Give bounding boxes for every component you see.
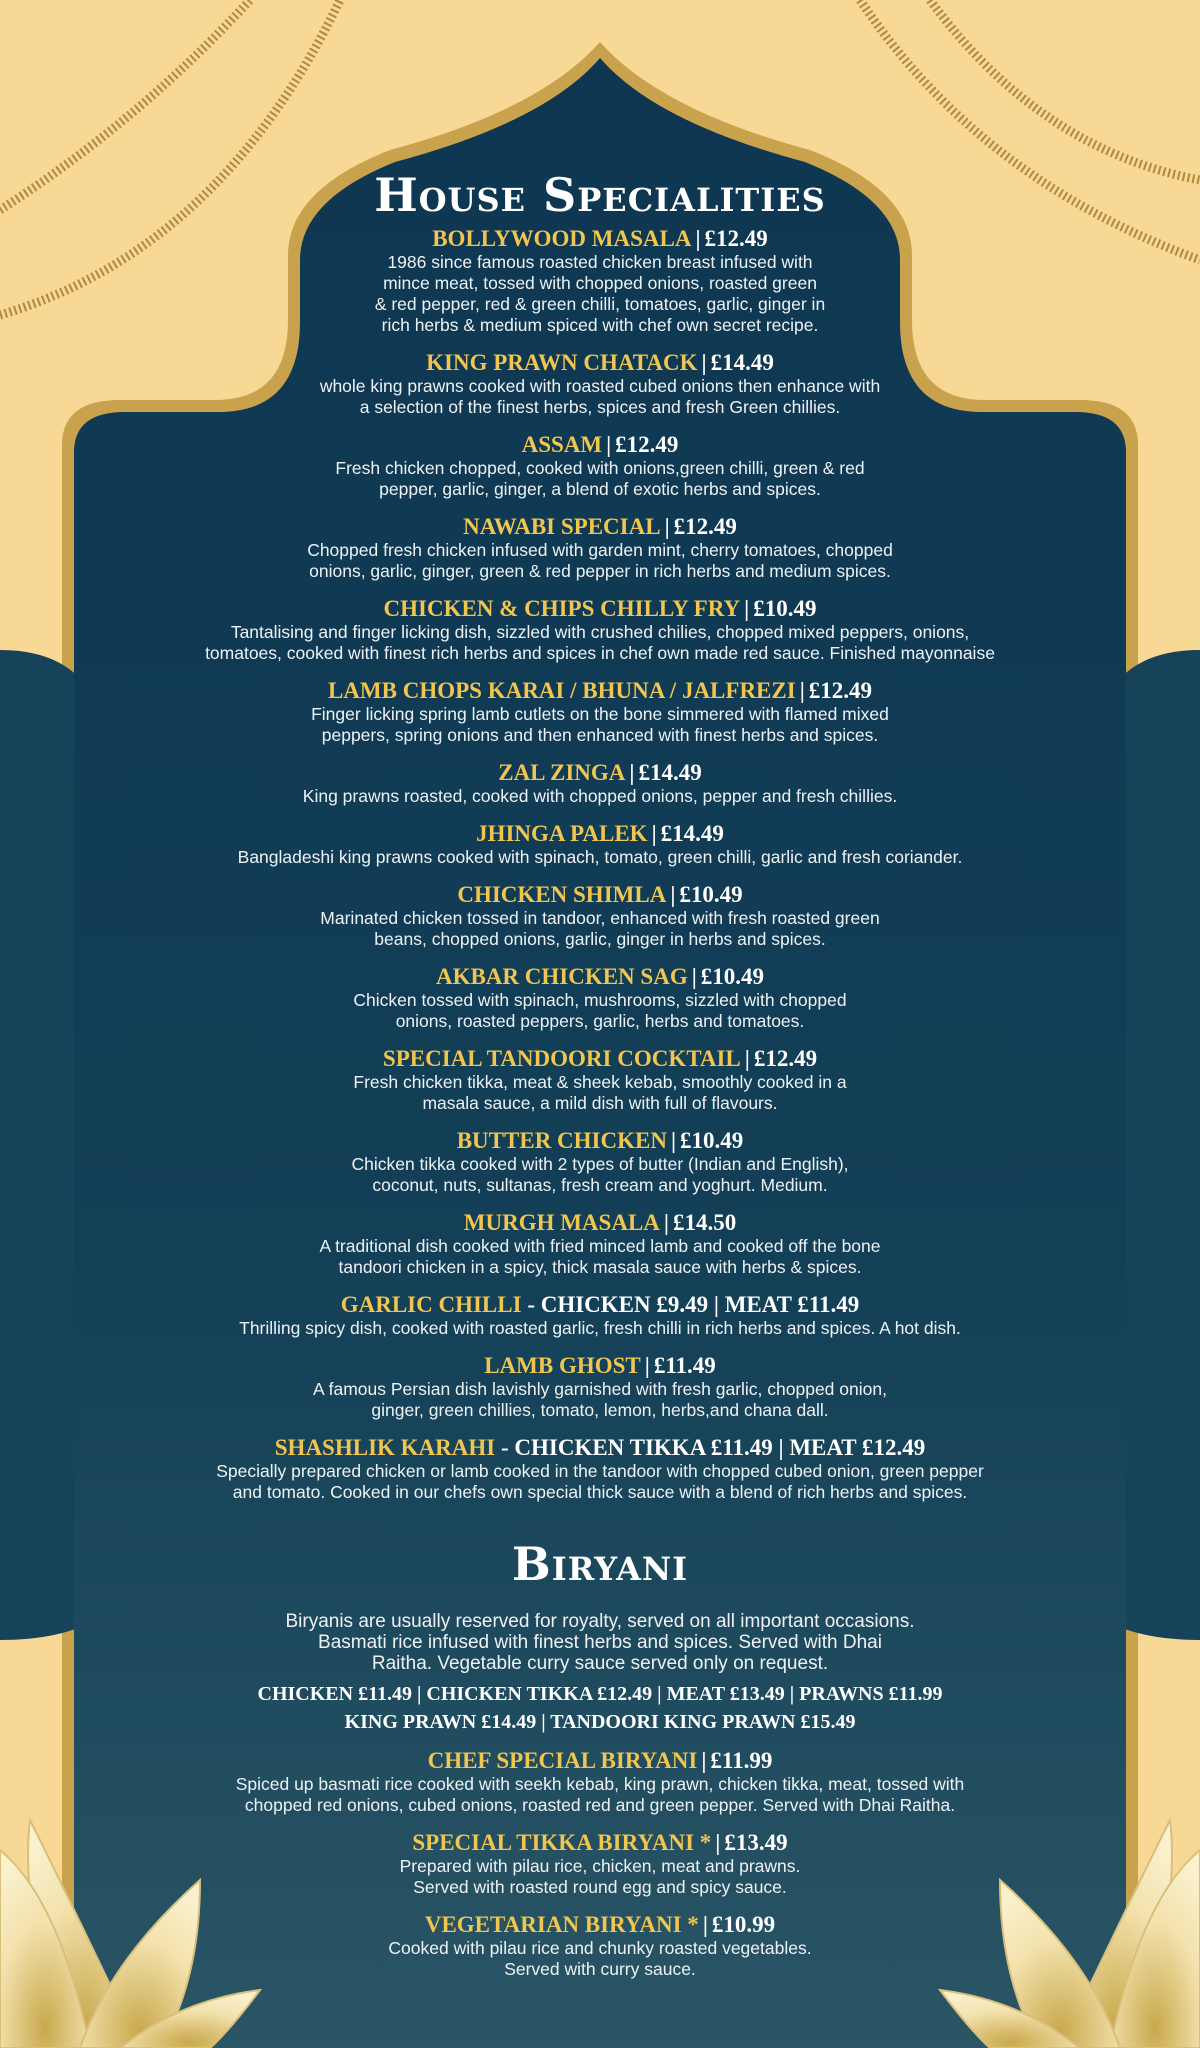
menu-item-heading [120,964,1080,990]
menu-item-description: Chicken tossed with spinach, mushrooms, sizzled with chopped [353,990,847,1010]
menu-item-price: £10.49 [680,1128,744,1153]
menu-item-heading [120,760,1080,786]
menu-item-heading [120,596,1080,622]
menu-item-heading [120,1210,1080,1236]
menu-item [120,350,1080,418]
menu-item-description: Fresh chicken tikka, meat & sheek kebab, smoothly cooked in a [353,1072,847,1092]
menu-item [120,1046,1080,1114]
menu-item-description: Prepared with pilau rice, chicken, meat and prawns. [399,1856,801,1876]
biryani-price-row: KING PRAWN £14.49 | TANDOORI KING PRAWN £15.49 [344,1711,856,1733]
menu-item [120,678,1080,746]
menu-item [120,1830,1080,1898]
menu-item-description: a selection of the finest herbs, spices and fresh Green chillies. [359,397,841,417]
menu-item-name: BOLLYWOOD MASALA [432,226,692,251]
menu-item-name: AKBAR CHICKEN SAG [435,964,688,989]
menu-item-description: A famous Persian dish lavishly garnished with fresh garlic, chopped onion, [313,1379,887,1399]
separator: | [606,432,612,457]
menu-item [120,1292,1080,1339]
menu-item-price: £12.49 [673,514,737,539]
menu-item-description: masala sauce, a mild dish with full of flavours. [422,1093,778,1113]
menu-item-heading [120,1292,1080,1318]
menu-item-description: ginger, green chillies, tomato, lemon, herbs,and chana dall. [371,1400,829,1420]
menu-item-name: GARLIC CHILLI [340,1292,522,1317]
biryani-list [120,1748,1080,1980]
menu-item-price: £10.49 [700,964,765,989]
menu-item-price: £11.99 [710,1748,773,1773]
biryani-title: Biryani [511,1537,689,1591]
biryani-price-rows [120,1680,1080,1736]
menu-item [120,1128,1080,1196]
menu-item-price: £14.50 [672,1210,737,1235]
menu-item-name: SHASHLIK KARAHI [274,1435,496,1460]
biryani-price-row: CHICKEN £11.49 | CHICKEN TIKKA £12.49 | MEAT £13.49 | PRAWNS £11.99 [257,1683,943,1705]
separator: | [702,1912,708,1937]
menu-item-heading [120,678,1080,704]
menu-item-description: tomatoes, cooked with finest rich herbs and spices in chef own made red sauce. Finished mayonnaise [205,643,995,663]
menu-item-description: mince meat, tossed with chopped onions, roasted green [383,273,817,293]
menu-item-price: £10.49 [679,882,743,907]
menu-item-name: JHINGA PALEK [476,821,648,846]
menu-item-description: rich herbs & medium spiced with chef own secret recipe. [381,315,819,335]
biryani-intro-line: Basmati rice infused with finest herbs and spices. Served with Dhai [318,1632,882,1653]
menu-item-name: NAWABI SPECIAL [463,514,661,539]
menu-item-name: BUTTER CHICKEN [456,1128,667,1153]
menu-item-heading [120,1830,1080,1856]
menu-item-price: - CHICKEN TIKKA £11.49 | MEAT £12.49 [500,1435,926,1460]
menu-item-description: Tantalising and finger licking dish, sizzled with crushed chilies, chopped mixed peppers, onions, [230,622,970,642]
menu-item [120,760,1080,807]
menu-item-price: £14.49 [638,760,702,785]
menu-item-description: peppers, spring onions and then enhanced with finest herbs and spices. [321,725,879,745]
separator: | [715,1830,721,1855]
menu-item-description: whole king prawns cooked with roasted cubed onions then enhance with [319,376,881,396]
menu-item-heading [120,1748,1080,1774]
menu-item-name: ZAL ZINGA [498,760,626,785]
menu-item-description: Fresh chicken chopped, cooked with onions,green chilli, green & red [335,458,865,478]
menu-item [120,821,1080,868]
separator: | [701,350,707,375]
menu-item-description: Served with roasted round egg and spicy sauce. [413,1877,787,1897]
separator: | [799,678,805,703]
menu-item [120,514,1080,582]
separator: | [691,964,697,989]
menu-item-description: Chicken tikka cooked with 2 types of butter (Indian and English), [351,1154,849,1174]
separator: | [744,1046,750,1071]
menu-item-name: SPECIAL TANDOORI COCKTAIL [382,1046,741,1071]
menu-item [120,1912,1080,1980]
separator: | [644,1353,650,1378]
menu-item [120,964,1080,1032]
menu-item [120,1210,1080,1278]
biryani-intro-line: Raitha. Vegetable curry sauce served only on request. [371,1653,829,1674]
menu-item-name: SPECIAL TIKKA BIRYANI * [412,1830,712,1855]
menu-item-price: - CHICKEN £9.49 | MEAT £11.49 [527,1292,860,1317]
menu-item-description: beans, chopped onions, garlic, ginger in herbs and spices. [374,929,826,949]
separator: | [670,882,676,907]
biryani-intro [220,1611,980,1674]
menu-item-description: Bangladeshi king prawns cooked with spinach, tomato, green chilli, garlic and fresh coriander. [237,847,963,867]
separator: | [670,1128,677,1153]
menu-item-heading [120,1046,1080,1072]
menu-item-name: CHICKEN SHIMLA [457,882,667,907]
menu-item-heading [120,1353,1080,1379]
menu-item-name: VEGETARIAN BIRYANI * [424,1912,699,1937]
menu-item-heading [120,1435,1080,1461]
menu-item-description: chopped red onions, cubed onions, roasted red and green pepper. Served with Dhai Raitha. [244,1795,956,1815]
menu-item-heading [120,1912,1080,1938]
menu-item-name: ASSAM [521,432,603,457]
menu-item-price: £13.49 [724,1830,788,1855]
separator: | [664,514,670,539]
biryani-intro-line: Biryanis are usually reserved for royalty, served on all important occasions. [285,1611,915,1632]
menu-item-description: Chopped fresh chicken infused with garden mint, cherry tomatoes, chopped [307,540,893,560]
menu-item-heading [120,226,1080,252]
menu-item-heading [120,514,1080,540]
menu-item-description: Spiced up basmati rice cooked with seekh kebab, king prawn, chicken tikka, meat, tossed with [235,1774,965,1794]
menu-item [120,1435,1080,1503]
house-specialities-title: House Specialities [374,168,826,222]
menu-item-heading [120,1128,1080,1154]
menu-item-price: £10.99 [711,1912,776,1937]
menu-item-description: King prawns roasted, cooked with chopped onions, pepper and fresh chillies. [302,786,898,806]
separator: | [629,760,635,785]
menu-item-description: coconut, nuts, sultanas, fresh cream and yoghurt. Medium. [372,1175,828,1195]
menu-item-description: tandoori chicken in a spicy, thick masala sauce with herbs & spices. [338,1257,862,1277]
menu-item-description: onions, roasted peppers, garlic, herbs and tomatoes. [395,1011,805,1031]
menu-item-heading [120,882,1080,908]
menu-item-name: CHEF SPECIAL BIRYANI [427,1748,698,1773]
menu-item-name: MURGH MASALA [463,1210,660,1235]
menu-item-price: £14.49 [660,821,724,846]
menu-item-description: Specially prepared chicken or lamb cooked in the tandoor with chopped cubed onion, green pepper [216,1461,984,1481]
menu-item-description: A traditional dish cooked with fried minced lamb and cooked off the bone [319,1236,881,1256]
menu-item-description: Cooked with pilau rice and chunky roasted vegetables. [388,1938,812,1958]
menu-item-description: Served with curry sauce. [504,1959,696,1979]
menu-item-name: LAMB GHOST [484,1353,641,1378]
menu-item-price: £10.49 [753,596,817,621]
menu-item-price: £12.49 [615,432,679,457]
menu-item-name: LAMB CHOPS KARAI / BHUNA / JALFREZI [327,678,796,703]
separator: | [744,596,750,621]
menu-item [120,226,1080,336]
separator: | [701,1748,707,1773]
menu-item [120,882,1080,950]
menu-item-description: and tomato. Cooked in our chefs own special thick sauce with a blend of rich herbs and spices. [232,1482,968,1502]
menu-item [120,1353,1080,1421]
menu-item-name: KING PRAWN CHATACK [426,350,698,375]
menu-item-heading [120,432,1080,458]
menu-item-description: Finger licking spring lamb cutlets on the bone simmered with flamed mixed [311,704,889,724]
separator: | [663,1210,669,1235]
menu-item [120,432,1080,500]
menu-item-heading [120,350,1080,376]
menu-item-price: £11.49 [653,1353,716,1378]
menu-item-description: & red pepper, red & green chilli, tomatoes, garlic, ginger in [374,294,826,314]
menu-item-price: £12.49 [808,678,873,703]
menu-item-price: £12.49 [704,226,768,251]
separator: | [651,821,657,846]
menu-item [120,1748,1080,1816]
menu-item-price: £14.49 [710,350,774,375]
menu-content [120,168,1080,1994]
menu-item-description: pepper, garlic, ginger, a blend of exotic herbs and spices. [379,479,821,499]
menu-item-price: £12.49 [753,1046,818,1071]
menu-item [120,596,1080,664]
house-specialities-list [120,226,1080,1503]
menu-item-description: onions, garlic, ginger, green & red pepper in rich herbs and medium spices. [309,561,891,581]
menu-item-name: CHICKEN & CHIPS CHILLY FRY [383,596,741,621]
menu-item-description: Thrilling spicy dish, cooked with roasted garlic, fresh chilli in rich herbs and spices. A hot dish. [239,1318,961,1338]
menu-item-description: Marinated chicken tossed in tandoor, enhanced with fresh roasted green [320,908,880,928]
menu-item-heading [120,821,1080,847]
menu-item-description: 1986 since famous roasted chicken breast infused with [387,252,813,272]
separator: | [695,226,701,251]
